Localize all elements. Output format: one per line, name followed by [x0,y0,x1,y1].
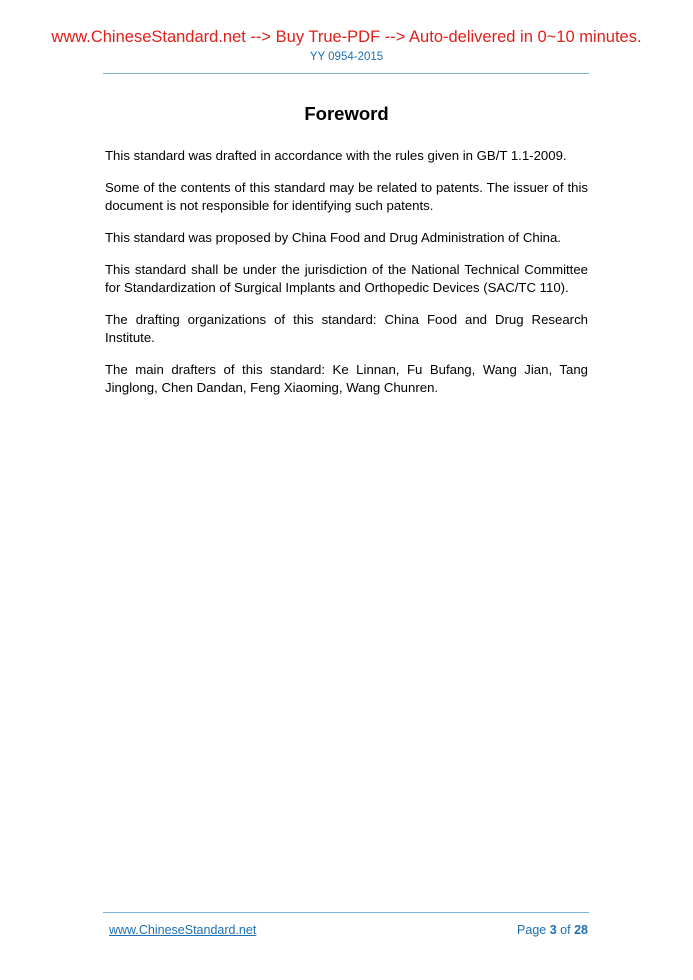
header-divider [103,73,589,74]
header-banner[interactable]: www.ChineseStandard.net --> Buy True-PDF --> Auto-delivered in 0~10 minutes. [51,28,642,46]
page-total: 28 [574,923,588,937]
paragraph-drafting-organizations: The drafting organizations of this standard: China Food and Drug Research Institute. [105,312,588,345]
paragraph-patents: Some of the contents of this standard may be related to patents. The issuer of this document is not responsible for identifying such patents. [105,180,588,213]
page-title: Foreword [304,103,389,124]
page-number [517,922,588,938]
paragraph-proposer: This standard was proposed by China Food and Drug Administration of China. [105,230,561,245]
page-current: 3 [549,923,557,937]
paragraph-drafters: The main drafters of this standard: Ke Linnan, Fu Bufang, Wang Jian, Tang Jinglong, Chen Dandan, Feng Xiaoming, Wang Chunren. [105,362,588,395]
foreword-body [105,147,588,411]
paragraph-drafting-rules: This standard was drafted in accordance with the rules given in GB/T 1.1-2009. [105,148,567,163]
paragraph-jurisdiction: This standard shall be under the jurisdiction of the National Technical Committee for Standardization of Surgical Implants and Orthopedic Devices (SAC/TC 110). [105,262,588,295]
footer-website-link[interactable]: www.ChineseStandard.net [109,923,257,937]
footer-divider [103,912,589,913]
page-of: of [560,923,571,937]
page-label: Page [517,923,547,937]
document-code: YY 0954-2015 [309,51,384,63]
